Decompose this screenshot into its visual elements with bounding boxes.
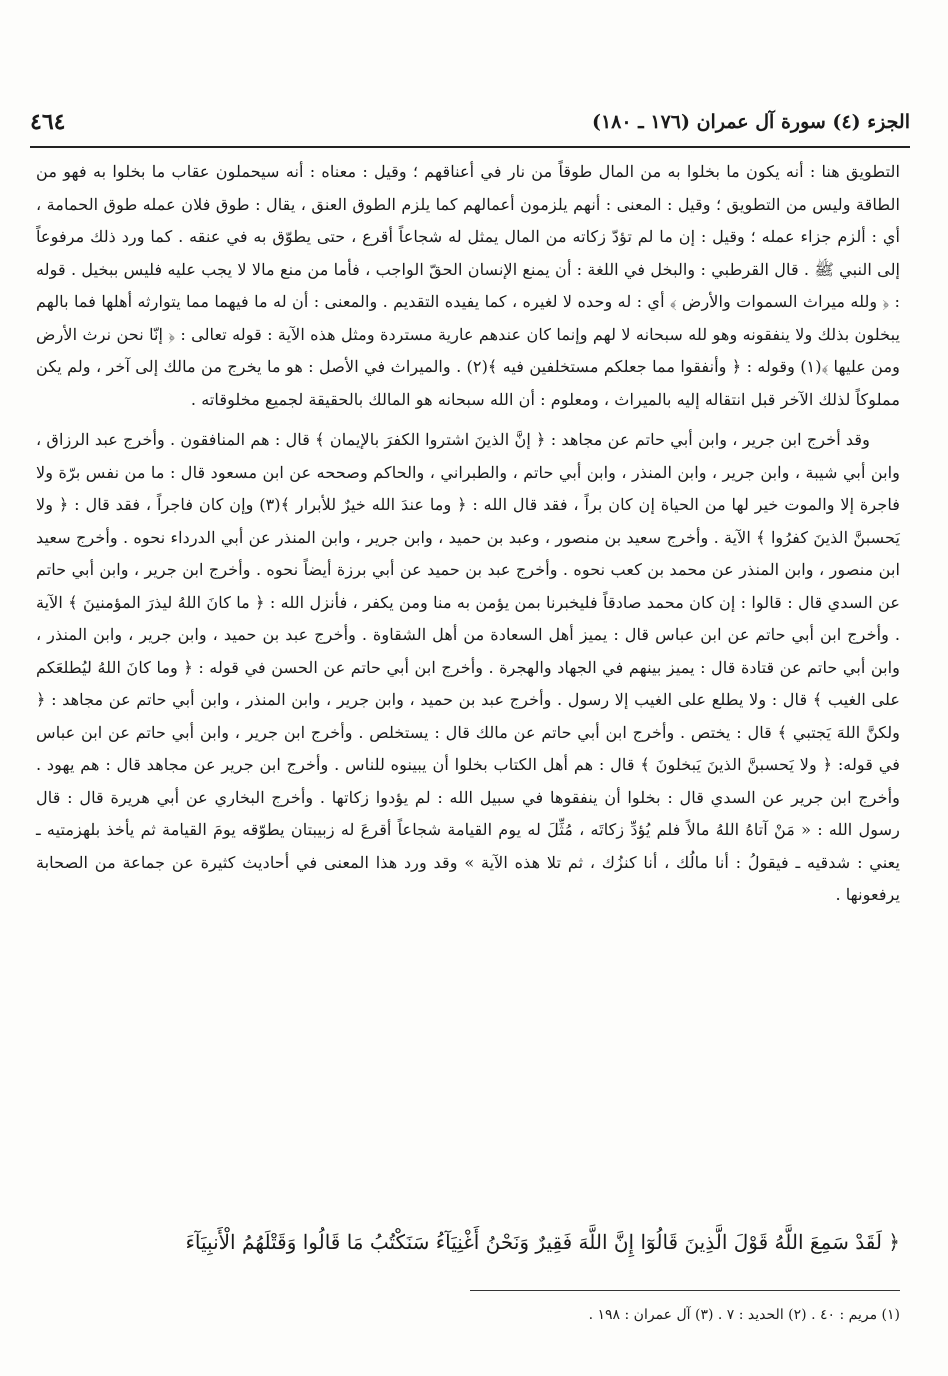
running-title: الجزء (٤) سورة آل عمران (١٧٦ ـ ١٨٠) bbox=[591, 111, 910, 133]
main-text bbox=[36, 156, 900, 912]
quran-verse: ﴿ لَقَدْ سَمِعَ اللَّهُ قَوْلَ الَّذِينَ قَالُوٓا إِنَّ اللَّهَ فَقِيرٌ وَنَحْنُ أَغْنِيَآءُ سَنَكْتُبُ مَا قَالُوا وَقَتْلَهُمُ الْأَنبِيَآءَ bbox=[185, 1230, 900, 1254]
page-number: ٤٦٤ bbox=[30, 109, 66, 135]
header-divider bbox=[30, 146, 910, 148]
paragraph-narrations: وقد أخرج ابن جرير ، وابن أبي حاتم عن مجاهد : ﴿ إنَّ الذينَ اشتروا الكفرَ بالإيمان ﴾ قال : هم المنافقون . وأخرج عبد الرزاق ، وابن أبي شيبة ، وابن جرير ، وابن المنذر ، وابن أبي حاتم ، والطبراني ، والحاكم وصححه عن ابن مسعود قال : ما من نفس برّة ولا فاجرة إلا والموت خير لها من الحياة إن كان براً ، فقد قال الله : ﴿ وما عندَ الله خيرٌ للأبرار ﴾(٣) وإن كان فاجراً ، فقد قال : ﴿ ولا يَحسبنَّ الذينَ كفرُوا ﴾ الآية . وأخرج سعيد بن منصور ، وعبد بن حميد ، وابن جرير ، وابن المنذر عن أبي الدرداء نحوه . وأخرج سعيد ابن منصور ، وابن المنذر عن محمد بن كعب نحوه . وأخرج عبد بن حميد عن أبي برزة أيضاً نحوه . وأخرج ابن جرير ، وابن أبي حاتم عن السدي قال : قالوا : إن كان محمد صادقاً فليخبرنا بمن يؤمن به منا ومن يكفر ، فأنزل الله : ﴿ ما كانَ اللهُ ليذرَ المؤمنينَ ﴾ الآية . وأخرج ابن أبي حاتم عن ابن عباس قال : يميز أهل السعادة من أهل الشقاوة . وأخرج عبد بن حميد ، وابن جرير ، وابن المنذر ، وابن أبي حاتم عن قتادة قال : يميز بينهم في الجهاد والهجرة . وأخرج ابن أبي حاتم عن الحسن في قوله : ﴿ وما كانَ اللهُ ليُطلعَكم على الغيب ﴾ قال : ولا يطلع على الغيب إلا رسول . وأخرج عبد بن حميد ، وابن جرير ، وابن المنذر ، وابن أبي حاتم عن مجاهد : ﴿ ولكنَّ اللهَ يَجتبي ﴾ قال : يختص . وأخرج ابن أبي حاتم عن مالك قال : يستخلص . وأخرج ابن جرير ، وابن أبي حاتم عن ابن عباس في قوله: ﴿ ولا يَحسبنَّ الذينَ يَبخلونَ ﴾ قال : هم أهل الكتاب بخلوا أن يبينوه للناس . وأخرج ابن جرير عن مجاهد قال : هم يهود . وأخرج ابن جرير عن السدي قال : بخلوا أن ينفقوها في سبيل الله : لم يؤدوا زكاتها . وأخرج البخاري عن أبي هريرة قال : قال رسول الله : « مَنْ آتاهُ اللهُ مالاً فلم يُؤدِّ زكاتَه ، مُثِّلَ له يوم القيامة شجاعاً أقرعَ له زبيبتان يطوّقه يومَ القيامة ثم يأخذ بلهزمتيه ـ يعني : شدقيه ـ فيقولُ : أنا مالُك ، أنا كنزُك ، ثم تلا هذه الآية » وقد ورد هذا المعنى في أحاديث كثيرة عن جماعة من الصحابة يرفعونها . bbox=[36, 430, 901, 904]
footnotes: (١) مريم : ٤٠ . (٢) الحديد : ٧ . (٣) آل عمران : ١٩٨ . bbox=[588, 1307, 900, 1323]
page-header bbox=[30, 100, 910, 144]
paragraph-commentary: التطويق هنا : أنه يكون ما بخلوا به من المال طوقاً من نار في أعناقهم ؛ وقيل : معناه : أنه سيحملون عقاب ما بخلوا به فهو من الطاقة وليس من التطويق ؛ وقيل : المعنى : أنهم يلزمون أعمالهم كما يلزم الطوق العنق ، يقال : طوق فلان عمله طوق الحمامة ، أي : ألزم جزاء عمله ؛ وقيل : إن ما لم تؤدّ زكاته من المال يمثل له شجاعاً أقرع ، حتى يطوّق به في عنقه . كما ورد ذلك مرفوعاً إلى النبي ﷺ . قال القرطبي : والبخل في اللغة : أن يمنع الإنسان الحقّ الواجب ، فأما من منع مالا لا يجب عليه فليس ببخيل . قوله : ﴿ ولله ميراث السموات والأرض ﴾ أي : له وحده لا لغيره ، كما يفيده التقديم . والمعنى : أن له ما فيهما مما يتوارثه أهلها فما بالهم يبخلون بذلك ولا ينفقونه وهو لله سبحانه لا لهم وإنما كان عندهم عارية مستردة ومثل هذه الآية : قوله تعالى : ﴿ إنّا نحن نرث الأرض ومن عليها ﴾(١) وقوله : ﴿ وأنفقوا مما جعلكم مستخلفين فيه ﴾(٢) . والميراث في الأصل : هو ما يخرج من مالك إلى آخر ، ولم يكن مملوكاً لذلك الآخر قبل انتقاله إليه بالميراث ، ومعلوم : أن الله سبحانه هو المالك بالحقيقة لجميع مخلوقاته . bbox=[36, 162, 900, 409]
footnote-divider bbox=[470, 1290, 900, 1291]
